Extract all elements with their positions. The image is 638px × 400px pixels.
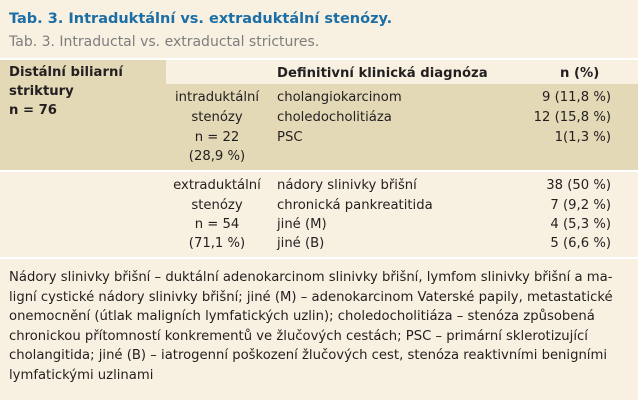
- diagnosis-cell: choledocholitiáza: [277, 110, 392, 125]
- count-cell: 4 (5,3 %): [550, 217, 611, 232]
- column-header-diagnosis: Definitivní klinická diagnóza: [277, 66, 488, 81]
- group-label-line: (28,9 %): [188, 149, 246, 164]
- footnote-line: ligní cystické nádory slinivky břišní; jiné (M) – adenokarcinom Vaterské papily, metastatické: [9, 289, 613, 305]
- table-title: Tab. 3. Intraduktální vs. extraduktální stenózy.: [9, 11, 393, 27]
- table-subtitle: Tab. 3. Intraductal vs. extraductal strictures.: [9, 34, 320, 50]
- group-divider: [0, 170, 638, 172]
- count-cell: 12 (15,8 %): [533, 110, 611, 125]
- footnote-line: Nádory slinivky břišní – duktální adenokarcinom slinivky břišní, lymfom slinivky břišní a ma-: [9, 270, 613, 285]
- column-header-n: n (%): [560, 66, 600, 81]
- diagnosis-cell: nádory slinivky břišní: [277, 178, 417, 193]
- count-cell: 9 (11,8 %): [542, 90, 611, 105]
- row-header-line-2: striktury: [9, 84, 74, 99]
- group-label-line: (71,1 %): [188, 236, 246, 251]
- diagnosis-cell: chronická pankreatitida: [277, 198, 433, 213]
- diagnosis-cell: PSC: [277, 130, 303, 145]
- table-footnote: [9, 268, 631, 385]
- table-bottom-divider: [0, 257, 638, 259]
- count-cell: 38 (50 %): [546, 178, 611, 193]
- group-label-line: n = 54: [194, 217, 240, 232]
- group-label-line: stenózy: [191, 110, 243, 125]
- group-label-line: extraduktální: [173, 178, 261, 193]
- diagnosis-cell: jiné (M): [277, 217, 327, 232]
- diagnosis-cell: cholangiokarcinom: [277, 90, 402, 105]
- footnote-line: chronickou přítomností konkrementů ve žlučových cestách; PSC – primární sklerotizující: [9, 328, 588, 344]
- diagnosis-cell: jiné (B): [277, 236, 325, 251]
- row-header-line-1: Distální biliarní: [9, 65, 123, 80]
- group-label-line: stenózy: [191, 198, 243, 213]
- group-label-line: intraduktální: [175, 90, 259, 105]
- count-cell: 1(1,3 %): [554, 130, 611, 145]
- row-header-line-3: n = 76: [9, 103, 57, 118]
- footnote-line: cholangitida; jiné (B) – iatrogenní poškození žlučových cest, stenóza reaktivními benigními: [9, 348, 607, 363]
- footnote-line: lymfatickými uzlinami: [9, 367, 154, 383]
- count-cell: 7 (9,2 %): [550, 198, 611, 213]
- footnote-line: onemocnění (útlak maligních lymfatických uzlin); choledocholitiáza – stenóza způsobená: [9, 309, 595, 324]
- group-label-line: n = 22: [194, 130, 240, 145]
- count-cell: 5 (6,6 %): [550, 236, 611, 251]
